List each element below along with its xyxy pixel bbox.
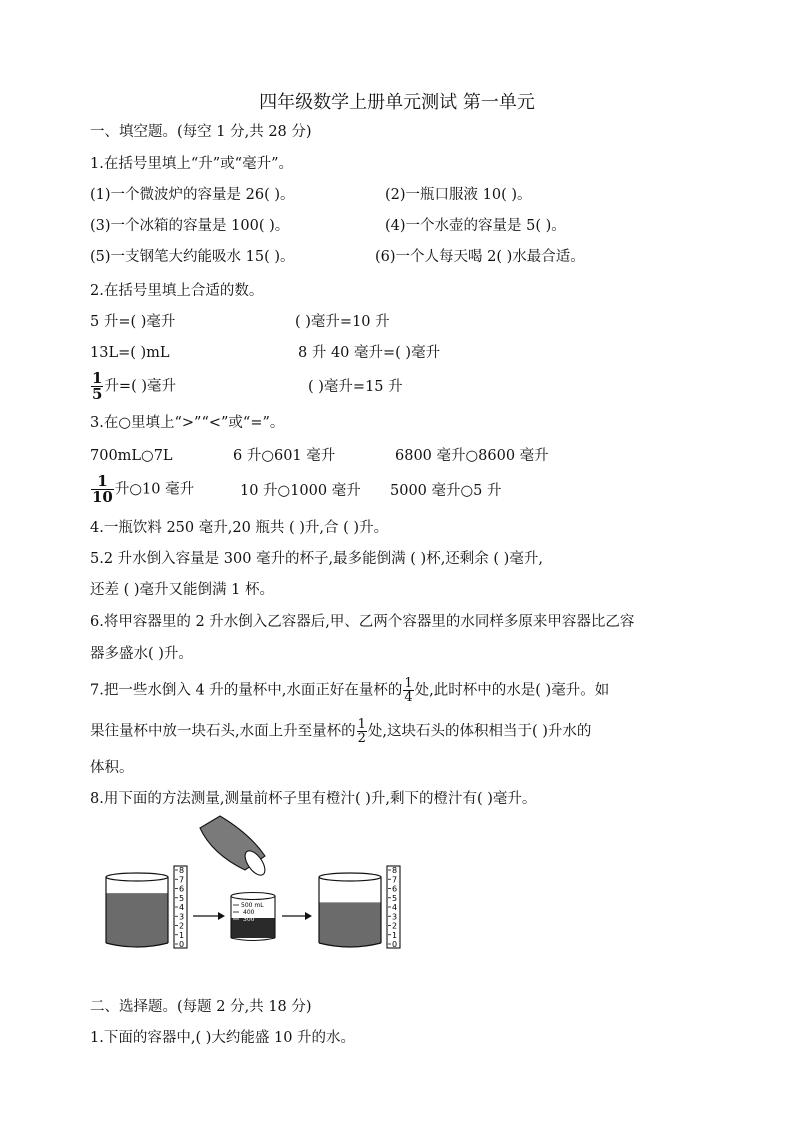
fraction-one-quarter: $\frac{1}{4}$ (404, 676, 413, 705)
scale-tick-label: 0 (179, 940, 185, 949)
q7-line1: 7.把一些水倒入 4 升的量杯中,水面正好在量杯的 $\frac{1}{4}$ 处,此时杯中的水是( )毫升。如 (90, 676, 610, 705)
q7-line2: 果往量杯中放一块石头,水面上升至量杯的 $\frac{1}{2}$ 处,这块石头的体积相当于( )升水的 (90, 717, 592, 746)
q2-d: 8 升 40 毫升=( )毫升 (298, 345, 441, 361)
q1-item6: (6)一个人每天喝 2( )水最合适。 (375, 249, 585, 265)
fraction-one-tenth: $\frac{1}{10}$ (92, 472, 113, 506)
section2-q1: 1.下面的容器中,( )大约能盛 10 升的水。 (90, 1030, 356, 1046)
q3-b: 6 升○601 毫升 (233, 448, 336, 464)
arrow-right-icon (193, 912, 225, 920)
q6-line1: 6.将甲容器里的 2 升水倒入乙容器后,甲、乙两个容器里的水同样多原来甲容器比乙容 (90, 614, 635, 630)
scale-tick-label: 6 (179, 884, 185, 894)
q5-line2: 还差 ( )毫升又能倒满 1 杯。 (90, 582, 274, 598)
scale-tick-label: 8 (392, 866, 398, 875)
q2-f: ( )毫升=15 升 (308, 379, 403, 395)
q8-measuring-figure (100, 812, 420, 957)
q4: 4.一瓶饮料 250 毫升,20 瓶共 ( )升,合 ( )升。 (90, 520, 389, 536)
scale-tick-label: 4 (392, 903, 398, 912)
q2-a: 5 升=( )毫升 (90, 314, 176, 330)
q7-line3: 体积。 (90, 760, 134, 776)
scale-tick-label: 6 (392, 884, 398, 894)
measuring-diagram (100, 812, 420, 957)
q3-c: 6800 毫升○8600 毫升 (395, 448, 549, 464)
scale-tick-label: 4 (179, 903, 185, 912)
q3-stem: 3.在○里填上“>”“<”或“=”。 (90, 415, 285, 431)
q2-stem: 2.在括号里填上合适的数。 (90, 283, 264, 299)
q2-e: $\frac{1}{5}$ 升=( )毫升 (92, 369, 177, 403)
scale-tick-label: 7 (392, 875, 398, 885)
scale-tick-label: 3 (179, 912, 185, 922)
q2-c: 13L=( )mL (90, 345, 170, 361)
q1-item2: (2)一瓶口服液 10( )。 (385, 187, 532, 203)
juice-after (319, 902, 381, 947)
section1-heading: 一、填空题。(每空 1 分,共 28 分) (90, 124, 312, 140)
scale-tick-label: 5 (179, 893, 185, 903)
q5-line1: 5.2 升水倒入容量是 300 毫升的杯子,最多能倒满 ( )杯,还剩余 ( )毫升, (90, 551, 543, 567)
q6-line2: 器多盛水( )升。 (90, 646, 193, 662)
svg-text:300: 300 (243, 916, 255, 923)
q1-item1: (1)一个微波炉的容量是 26( )。 (90, 187, 295, 203)
fraction-one-half: $\frac{1}{2}$ (357, 717, 366, 746)
q3-a: 700mL○7L (90, 448, 173, 464)
cup-before (106, 873, 168, 947)
q2-b: ( )毫升=10 升 (295, 314, 390, 330)
cup-after (319, 873, 381, 947)
scale-tick-label: 8 (179, 866, 185, 875)
svg-text:400: 400 (243, 909, 255, 916)
scale-after (387, 866, 400, 949)
arrow-right-icon (282, 912, 312, 920)
scale-tick-label: 0 (392, 940, 398, 949)
q3-e: 10 升○1000 毫升 (240, 483, 361, 499)
fraction-one-fifth: $\frac{1}{5}$ (92, 369, 103, 403)
q1-item4: (4)一个水壶的容量是 5( )。 (385, 218, 566, 234)
q1-item3: (3)一个冰箱的容量是 100( )。 (90, 218, 290, 234)
scale-before (174, 866, 187, 949)
measuring-cup (231, 893, 275, 941)
pouring-cup (200, 816, 269, 878)
q1-stem: 1.在括号里填上“升”或“毫升”。 (90, 156, 293, 172)
scale-tick-label: 5 (392, 893, 398, 903)
scale-tick-label: 1 (179, 930, 185, 940)
q1-item5: (5)一支钢笔大约能吸水 15( )。 (90, 249, 295, 265)
section2-heading: 二、选择题。(每题 2 分,共 18 分) (90, 999, 312, 1015)
scale-tick-label: 1 (392, 930, 398, 940)
page-title: 四年级数学上册单元测试 第一单元 (259, 92, 535, 113)
scale-tick-label: 3 (392, 912, 398, 922)
q3-d: $\frac{1}{10}$ 升○10 毫升 (92, 472, 195, 506)
svg-text:500 mL: 500 mL (241, 902, 264, 909)
scale-tick-label: 7 (179, 875, 185, 885)
juice-before (106, 893, 168, 947)
q8: 8.用下面的方法测量,测量前杯子里有橙汁( )升,剩下的橙汁有( )毫升。 (90, 791, 537, 807)
scale-tick-label: 2 (179, 921, 185, 931)
q3-f: 5000 毫升○5 升 (390, 483, 502, 499)
scale-tick-label: 2 (392, 921, 398, 931)
